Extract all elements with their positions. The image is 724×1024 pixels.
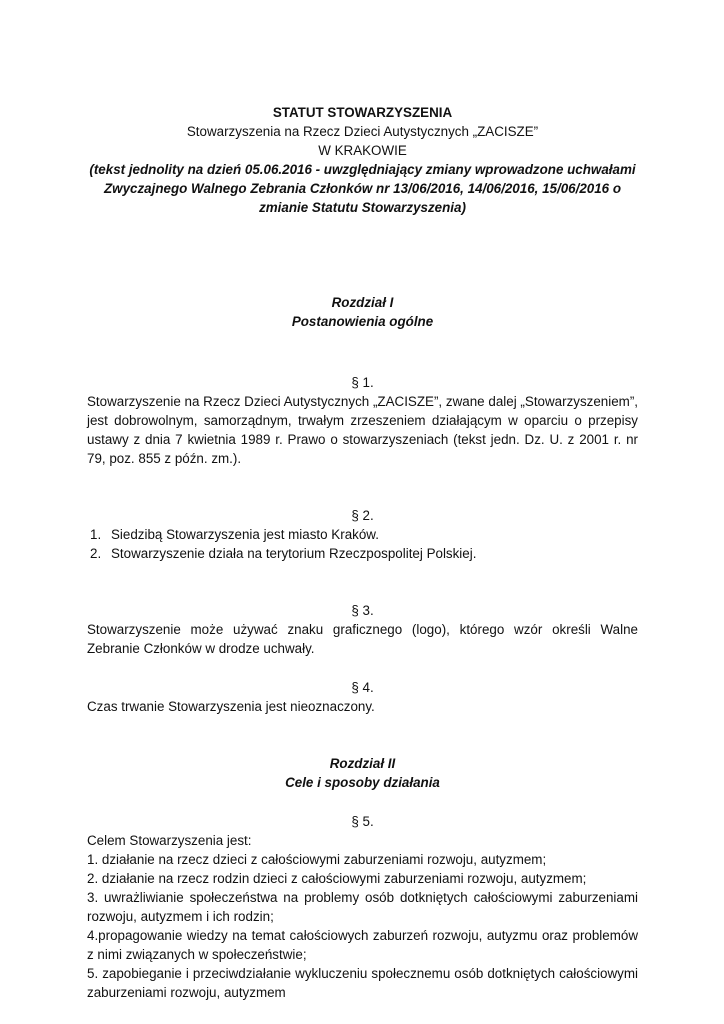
chapter-2-heading [87,754,638,792]
list-item-number: 1. [90,527,102,542]
chapter-1-heading [87,293,638,331]
list-item [87,525,638,544]
document-note: (tekst jednolity na dzień 05.06.2016 - uwzględniający zmiany wprowadzone uchwałami Zwyczajnego Walnego Zebrania Członków nr 13/06/2016, 14/06/2016, 15/06/2016 o zmianie Statutu Stowarzyszenia) [89,162,636,215]
chapter-1-number: Rozdział I [331,295,394,310]
section-5-intro: Celem Stowarzyszenia jest: [87,833,252,848]
document-title: STATUT STOWARZYSZENIA [272,105,453,120]
chapter-2-number: Rozdział II [329,756,396,771]
list-item-text: Stowarzyszenie działa na terytorium Rzeczpospolitej Polskiej. [111,546,477,561]
section-1-mark: § 1. [351,375,374,390]
goal-item: 3. uwrażliwianie społeczeństwa na problemy osób dotkniętych całościowymi zaburzeniami rozwoju, autyzmem i ich rodzin; [87,890,638,924]
section-2 [87,506,638,563]
document-header [87,103,638,217]
section-4-text: Czas trwanie Stowarzyszenia jest nieoznaczony. [87,699,375,714]
section-1 [87,373,638,468]
section-5 [87,812,638,1002]
chapter-2-title: Cele i sposoby działania [285,775,440,790]
goal-item: 5. zapobieganie i przeciwdziałanie wykluczeniu społecznemu osób dotkniętych całościowymi zaburzeniami rozwoju, autyzmem [87,966,638,1000]
list-item-number: 2. [90,546,102,561]
section-3 [87,601,638,658]
section-5-mark: § 5. [351,814,374,829]
goal-item: 2. działanie na rzecz rodzin dzieci z całościowymi zaburzeniami rozwoju, autyzmem; [87,871,587,886]
list-item-text: Siedzibą Stowarzyszenia jest miasto Kraków. [111,527,379,542]
section-3-mark: § 3. [351,603,374,618]
goal-item: 4.propagowanie wiedzy na temat całościowych zaburzeń rozwoju, autyzmu oraz problemów z nimi związanych w społeczeństwie; [87,928,638,962]
section-4 [87,678,638,716]
section-2-list [87,525,638,563]
list-item [87,544,638,563]
document-subtitle: Stowarzyszenia na Rzecz Dzieci Autystycznych „ZACISZE” [186,124,539,139]
section-1-text: Stowarzyszenie na Rzecz Dzieci Autystycznych „ZACISZE”, zwane dalej „Stowarzyszeniem”, jest dobrowolnym, samorządnym, trwałym zrzeszeniem działającym w oparciu o przepisy ustawy z dnia 7 kwietnia 1989 r. Prawo o stowarzyszeniach (tekst jedn. Dz. U. z 2001 r. nr 79, poz. 855 z późn. zm.). [87,394,638,466]
section-2-mark: § 2. [351,508,374,523]
document-city: W KRAKOWIE [318,143,407,158]
section-3-text: Stowarzyszenie może używać znaku graficznego (logo), którego wzór określi Walne Zebranie Członków w drodze uchwały. [87,622,638,656]
chapter-1-title: Postanowienia ogólne [291,314,434,329]
section-4-mark: § 4. [351,680,374,695]
goal-item: 1. działanie na rzecz dzieci z całościowymi zaburzeniami rozwoju, autyzmem; [87,852,547,867]
document-page [87,103,638,1002]
